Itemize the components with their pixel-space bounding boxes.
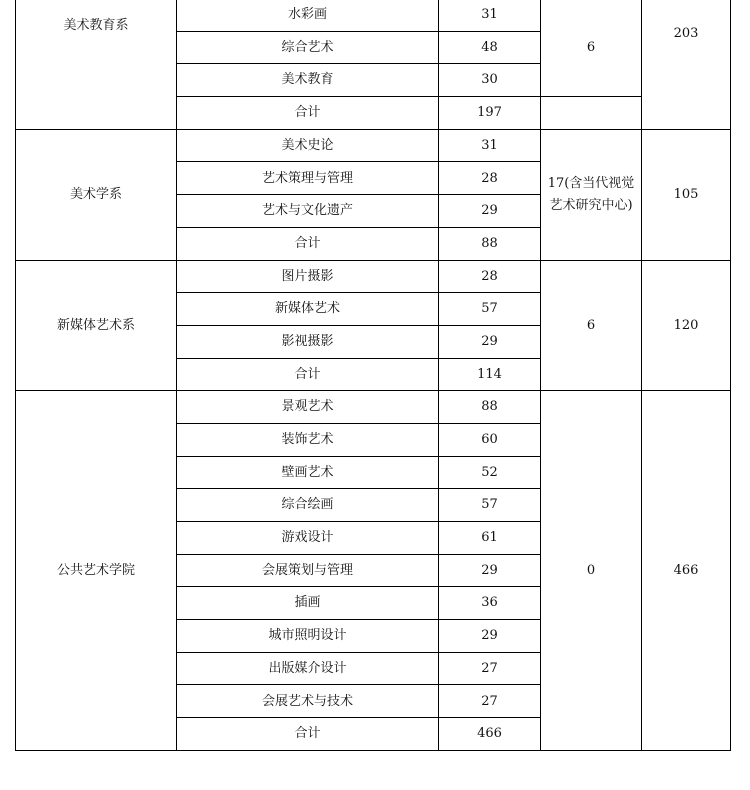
table-row <box>16 391 731 424</box>
major-name: 美术史论 <box>177 129 439 162</box>
major-count: 197 <box>439 97 541 130</box>
major-count: 31 <box>439 0 541 31</box>
major-count: 29 <box>439 325 541 358</box>
department-col4: 6 <box>541 0 642 97</box>
table-row <box>16 260 731 293</box>
department-name: 公共艺术学院 <box>16 391 177 751</box>
major-count: 29 <box>439 620 541 653</box>
major-name: 影视摄影 <box>177 325 439 358</box>
major-name: 出版媒介设计 <box>177 652 439 685</box>
major-name: 综合绘画 <box>177 489 439 522</box>
major-count: 29 <box>439 554 541 587</box>
major-count: 28 <box>439 162 541 195</box>
department-total: 105 <box>642 129 731 260</box>
major-name: 合计 <box>177 718 439 751</box>
major-count: 88 <box>439 391 541 424</box>
major-count: 60 <box>439 423 541 456</box>
major-count: 31 <box>439 129 541 162</box>
note-line-2: 艺术研究中心) <box>549 197 633 213</box>
major-name: 景观艺术 <box>177 391 439 424</box>
major-name: 游戏设计 <box>177 522 439 555</box>
major-name: 合计 <box>177 358 439 391</box>
department-col4: 0 <box>541 391 642 751</box>
department-total: 203 <box>642 0 731 129</box>
table-row <box>16 0 731 31</box>
major-count: 29 <box>439 195 541 228</box>
enrollment-table <box>15 0 731 751</box>
department-name: 美术学系 <box>16 129 177 260</box>
major-count: 57 <box>439 489 541 522</box>
major-count: 28 <box>439 260 541 293</box>
major-count: 61 <box>439 522 541 555</box>
major-name: 艺术与文化遗产 <box>177 195 439 228</box>
department-total: 466 <box>642 391 731 751</box>
department-col4: 6 <box>541 260 642 391</box>
major-name: 综合艺术 <box>177 31 439 64</box>
major-name: 合计 <box>177 227 439 260</box>
major-name: 装饰艺术 <box>177 423 439 456</box>
major-count: 466 <box>439 718 541 751</box>
table-row <box>16 129 731 162</box>
major-name: 合计 <box>177 97 439 130</box>
major-name: 城市照明设计 <box>177 620 439 653</box>
major-name: 新媒体艺术 <box>177 293 439 326</box>
major-count: 27 <box>439 652 541 685</box>
major-name: 艺术策理与管理 <box>177 162 439 195</box>
major-count: 30 <box>439 64 541 97</box>
major-count: 57 <box>439 293 541 326</box>
department-col4 <box>541 129 642 260</box>
major-count: 48 <box>439 31 541 64</box>
department-total: 120 <box>642 260 731 391</box>
major-count: 88 <box>439 227 541 260</box>
major-name: 美术教育 <box>177 64 439 97</box>
major-name: 图片摄影 <box>177 260 439 293</box>
major-count: 114 <box>439 358 541 391</box>
department-col4-empty <box>541 97 642 130</box>
note-line-1: 17(含当代视觉 <box>547 175 635 191</box>
major-count: 27 <box>439 685 541 718</box>
department-name: 新媒体艺术系 <box>16 260 177 391</box>
major-count: 52 <box>439 456 541 489</box>
major-name: 插画 <box>177 587 439 620</box>
major-name: 会展艺术与技术 <box>177 685 439 718</box>
major-name: 壁画艺术 <box>177 456 439 489</box>
department-name: 美术教育系 <box>16 0 177 129</box>
major-name: 会展策划与管理 <box>177 554 439 587</box>
major-count: 36 <box>439 587 541 620</box>
major-name: 水彩画 <box>177 0 439 31</box>
